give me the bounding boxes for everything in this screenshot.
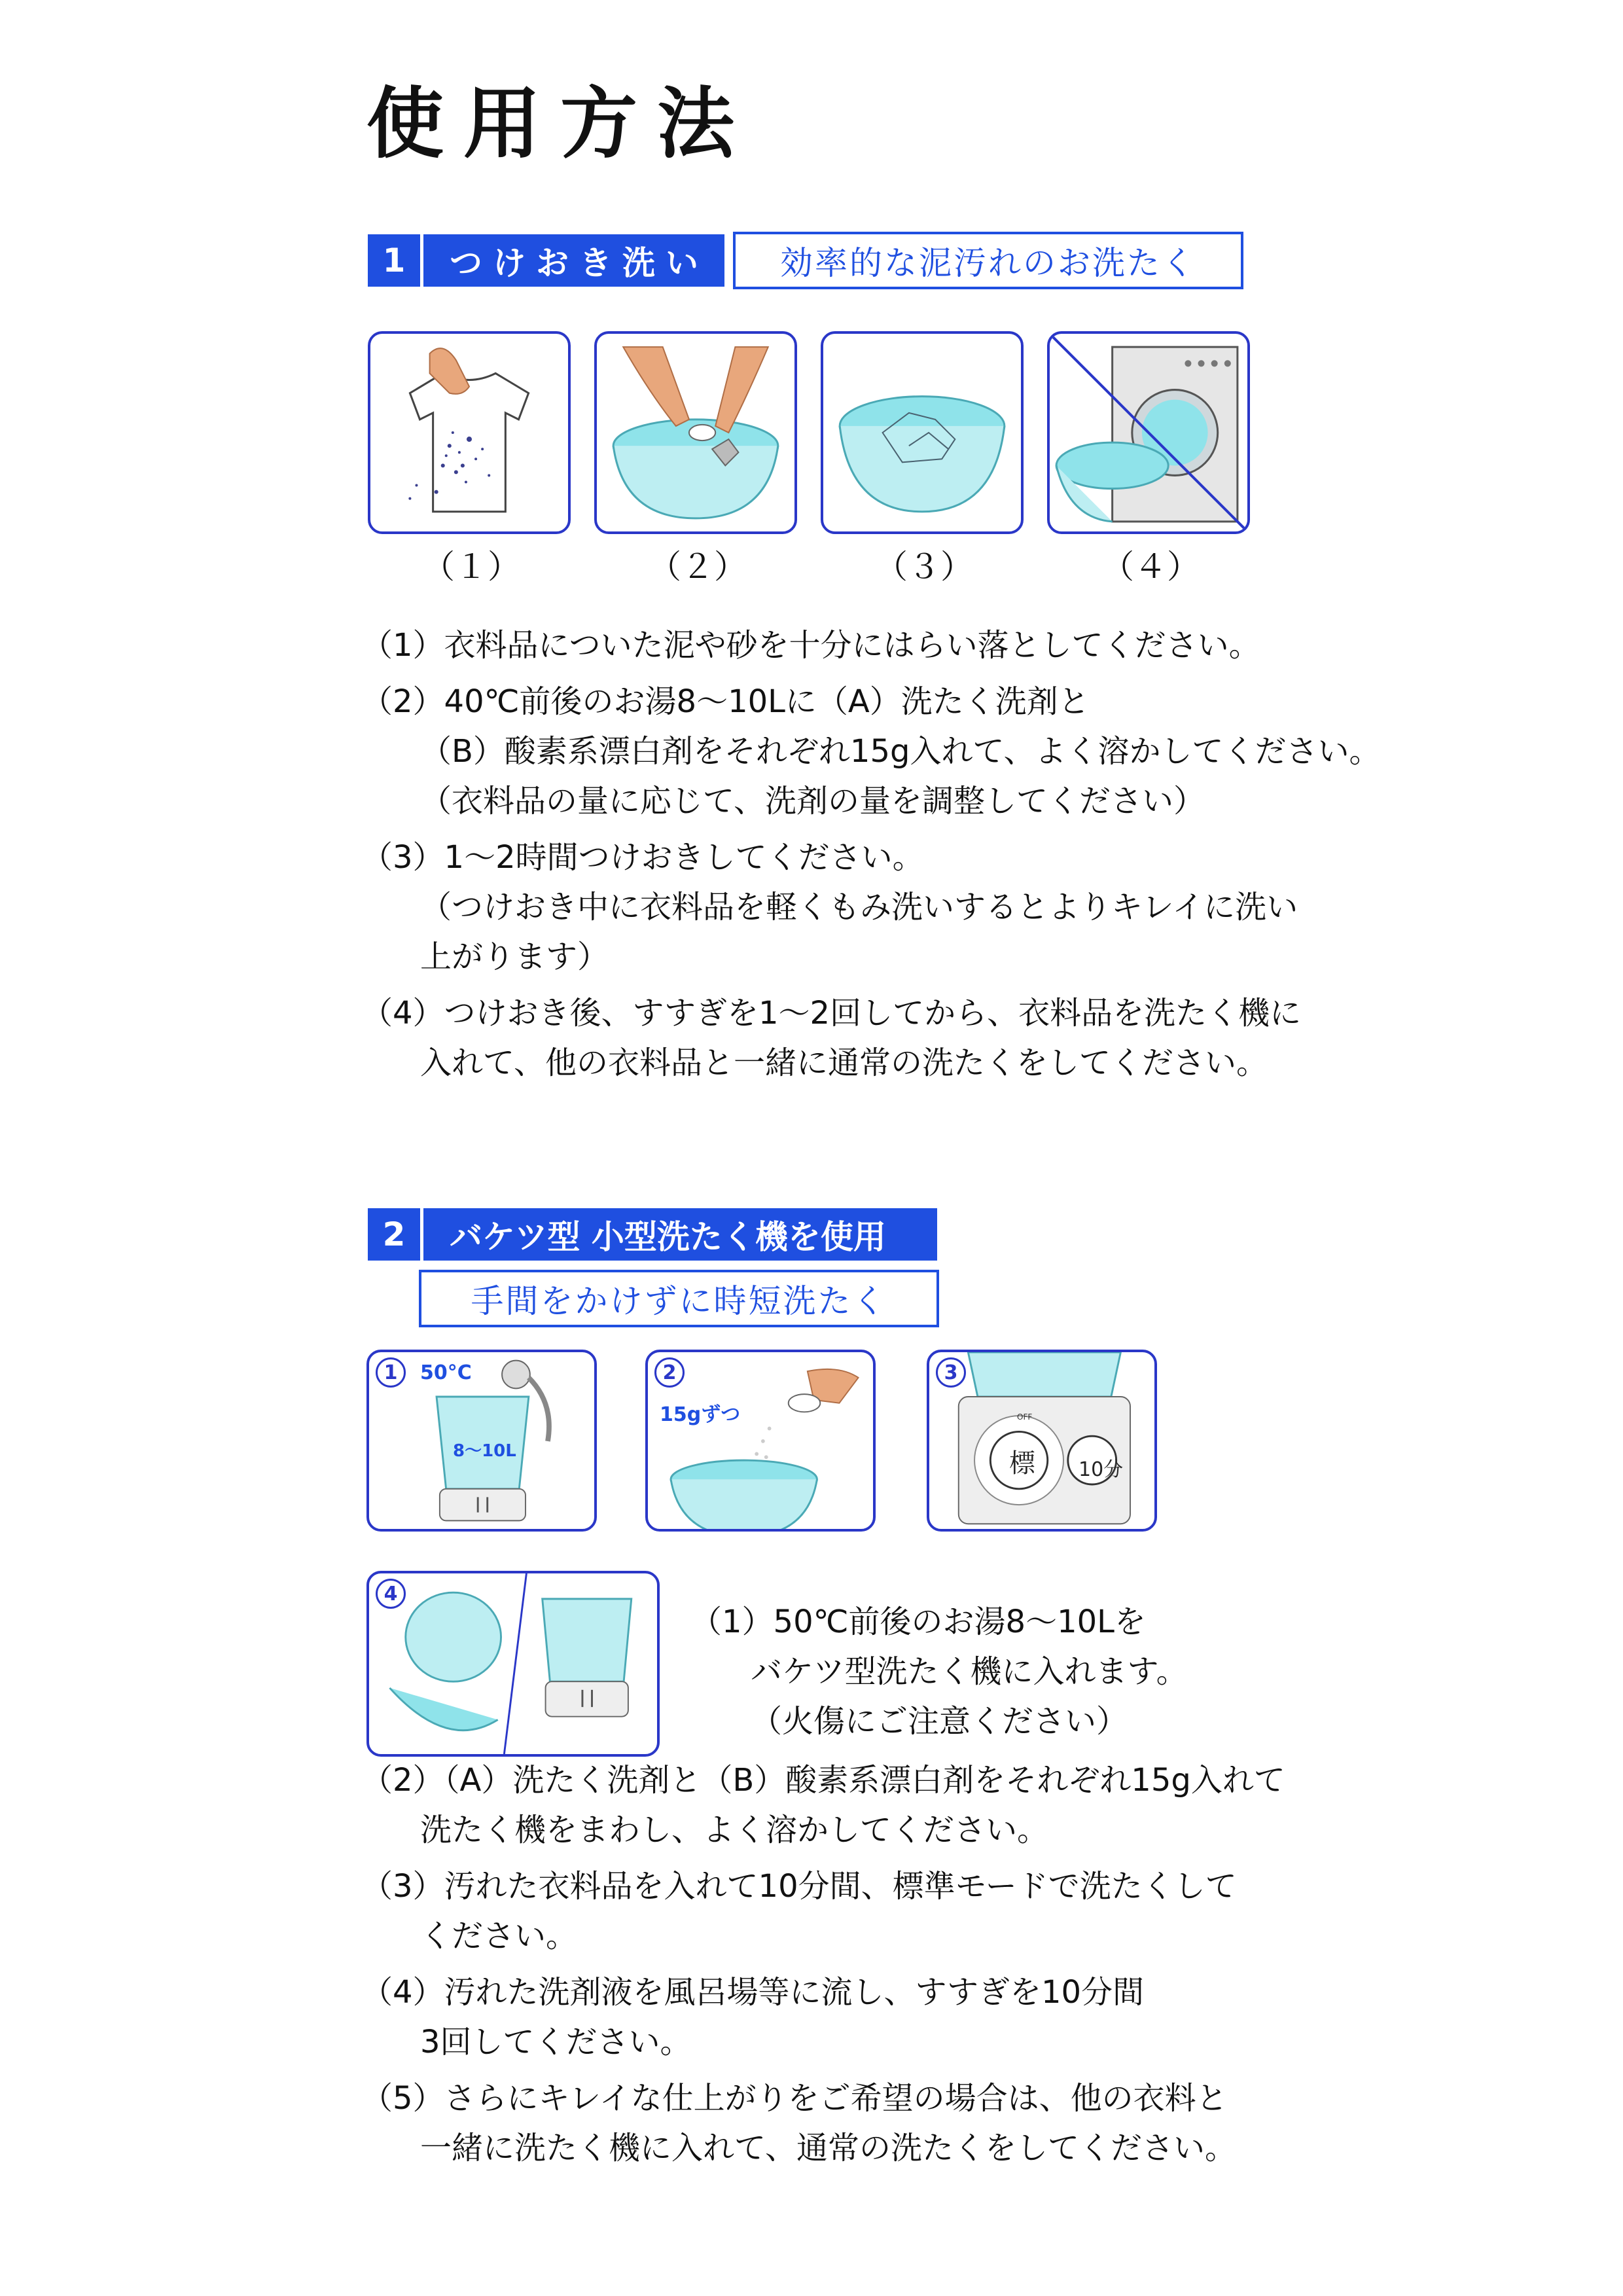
- washing-machine-icon: [1047, 331, 1250, 534]
- section2-header: [368, 1208, 937, 1261]
- section2-steps: [361, 1755, 1605, 2173]
- s2-step4-text-line2: 3回してください。: [420, 2024, 692, 2060]
- caption-4: （４）: [1101, 548, 1200, 586]
- tshirt-dirt-icon: [368, 331, 571, 534]
- timer-dial-icon: [927, 1350, 1157, 1532]
- s2-step4-text: （4）汚れた洗剤液を風呂場等に流し、すすぎを10分間: [361, 1974, 1145, 2011]
- s2-step3-text: （3）汚れた衣料品を入れて10分間、標準モードで洗たくして: [361, 1868, 1237, 1905]
- bucket-washer-water-icon: [366, 1350, 597, 1532]
- step2-text-line2: （B）酸素系漂白剤をそれぞれ15g入れて、よく溶かしてください。: [420, 733, 1381, 770]
- section1-header: [368, 234, 724, 287]
- drain-rinse-icon: [366, 1571, 660, 1757]
- bowl-detergent-icon: [594, 331, 797, 534]
- amount-label: 15gずつ: [660, 1403, 741, 1426]
- temperature-label: 50°C: [420, 1361, 472, 1384]
- panel2-3-badge: 3: [936, 1357, 966, 1388]
- caption-2: （２）: [649, 548, 747, 586]
- timer-label: 10分: [1079, 1458, 1124, 1481]
- standard-mode-label: 標: [1009, 1448, 1035, 1479]
- section1-heading: つけおき洗い: [423, 234, 724, 287]
- section1-steps: [361, 620, 1605, 1088]
- step4-text-line2: 入れて、他の衣料品と一緒に通常の洗たくをしてください。: [420, 1045, 1268, 1081]
- section2-subheading: 手間をかけずに時短洗たく: [419, 1270, 939, 1327]
- s2-step1-note: （火傷にご注意ください）: [751, 1703, 1128, 1740]
- step2-note: （衣料品の量に応じて、洗剤の量を調整してください）: [420, 783, 1205, 819]
- s2-step5-text-line2: 一緒に洗たく機に入れて、通常の洗たくをしてください。: [420, 2130, 1237, 2166]
- s2-step1-text-line2: バケツ型洗たく機に入れます。: [751, 1653, 1188, 1690]
- section2-step1: [690, 1597, 1345, 1746]
- step3-text: （3）1～2時間つけおきしてください。: [361, 839, 924, 876]
- s2-step5-text: （5）さらにキレイな仕上がりをご希望の場合は、他の衣料と: [361, 2080, 1228, 2117]
- page-title: 使用方法: [366, 79, 755, 169]
- step3-note: （つけおき中に衣料品を軽くもみ洗いするとよりキレイに洗い: [420, 889, 1298, 925]
- step3-note-line2: 上がります）: [420, 939, 609, 975]
- bowl-soak-icon: [821, 331, 1024, 534]
- caption-3: （３）: [875, 548, 973, 586]
- volume-label: 8～10L: [453, 1441, 516, 1461]
- panel2-2-badge: 2: [654, 1357, 685, 1388]
- step2-text: （2）40℃前後のお湯8～10Lに（A）洗たく洗剤と: [361, 683, 1090, 720]
- section2-heading: バケツ型 小型洗たく機を使用: [423, 1208, 937, 1261]
- step4-text: （4）つけおき後、すすぎを1～2回してから、衣料品を洗たく機に: [361, 995, 1302, 1031]
- section1-subheading: 効率的な泥汚れのお洗たく: [733, 232, 1243, 289]
- step1-text: （1）衣料品についた泥や砂を十分にはらい落としてください。: [361, 627, 1260, 664]
- off-label: OFF: [1017, 1412, 1033, 1422]
- section2-number: 2: [368, 1208, 423, 1261]
- panel2-1-badge: 1: [376, 1357, 406, 1388]
- s2-step2-text-line2: 洗たく機をまわし、よく溶かしてください。: [420, 1812, 1049, 1848]
- add-detergent-icon: [645, 1350, 876, 1532]
- s2-step1-text: （1）50℃前後のお湯8～10Lを: [690, 1604, 1146, 1640]
- section1-number: 1: [368, 234, 423, 287]
- panel2-4-badge: 4: [376, 1579, 406, 1609]
- caption-1: （１）: [422, 548, 520, 586]
- s2-step2-text: （2）（A）洗たく洗剤と（B）酸素系漂白剤をそれぞれ15g入れて: [361, 1762, 1285, 1799]
- s2-step3-text-line2: ください。: [420, 1918, 578, 1954]
